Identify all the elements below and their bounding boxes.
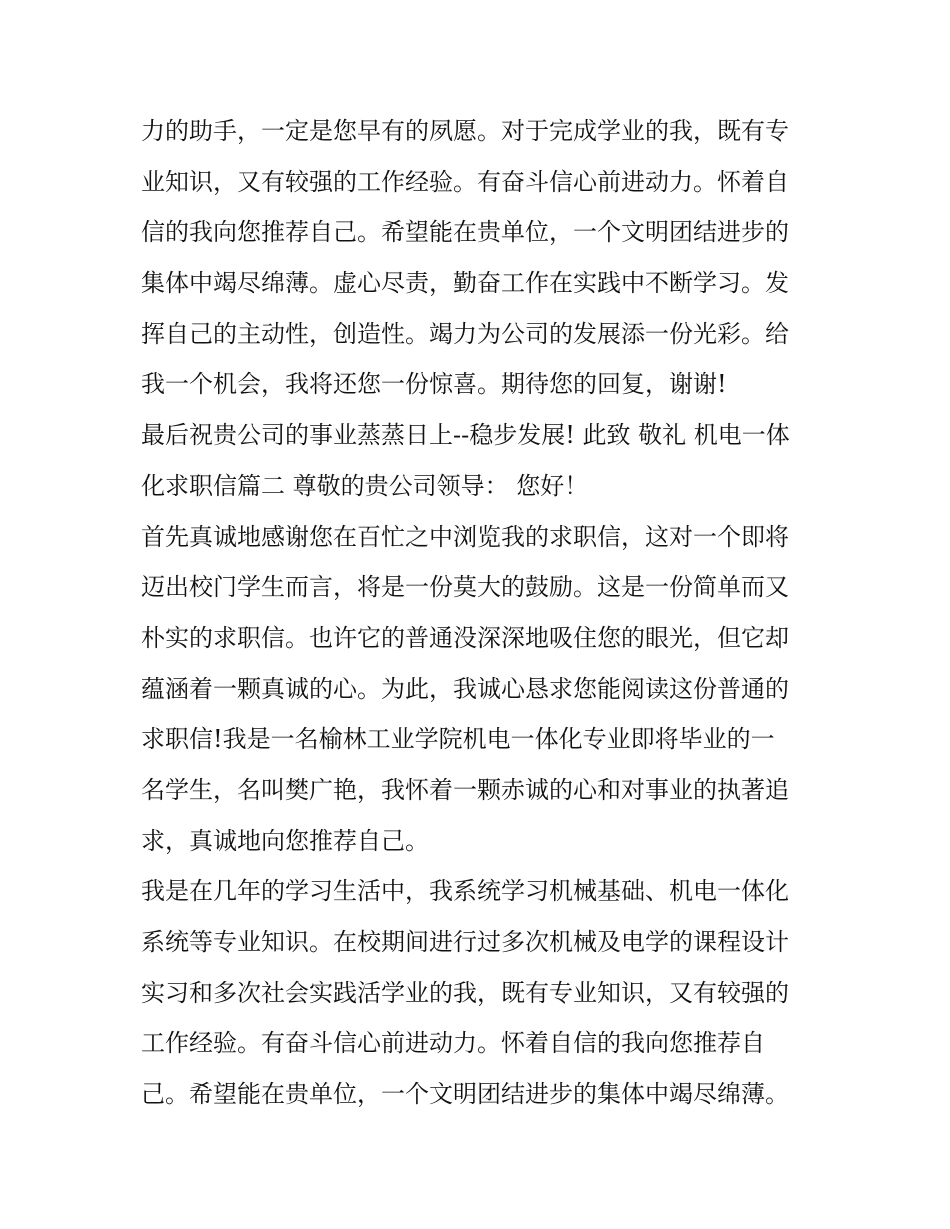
text-line: 集体中竭尽绵薄。虚心尽责，勤奋工作在实践中不断学习。发 bbox=[141, 269, 789, 298]
text-line: 朴实的求职信。也许它的普通没深深地吸住您的眼光，但它却 bbox=[141, 623, 789, 652]
text-line: 我是在几年的学习生活中，我系统学习机械基础、机电一体化 bbox=[141, 877, 789, 906]
text-line: 我一个机会，我将还您一份惊喜。期待您的回复，谢谢! bbox=[141, 370, 727, 399]
text-line: 业知识，又有较强的工作经验。有奋斗信心前进动力。怀着自 bbox=[141, 167, 789, 196]
text-line: 求，真诚地向您推荐自己。 bbox=[141, 826, 429, 855]
text-line: 信的我向您推荐自己。希望能在贵单位，一个文明团结进步的 bbox=[141, 218, 789, 247]
document-body bbox=[141, 106, 821, 1120]
text-line: 首先真诚地感谢您在百忙之中浏览我的求职信，这对一个即将 bbox=[141, 522, 789, 551]
text-line: 名学生，名叫樊广艳，我怀着一颗赤诚的心和对事业的执著追 bbox=[141, 775, 789, 804]
text-line: 迈出校门学生而言，将是一份莫大的鼓励。这是一份简单而又 bbox=[141, 573, 789, 602]
text-line: 挥自己的主动性，创造性。竭力为公司的发展添一份光彩。给 bbox=[141, 319, 789, 348]
text-line: 求职信!我是一名榆林工业学院机电一体化专业即将毕业的一 bbox=[141, 725, 775, 754]
text-line: 工作经验。有奋斗信心前进动力。怀着自信的我向您推荐自 bbox=[141, 1029, 765, 1058]
text-line: 实习和多次社会实践活学业的我，既有专业知识，又有较强的 bbox=[141, 978, 789, 1007]
text-line: 系统等专业知识。在校期间进行过多次机械及电学的课程设计 bbox=[141, 928, 789, 956]
text-line: 力的助手，一定是您早有的夙愿。对于完成学业的我，既有专 bbox=[141, 117, 789, 145]
text-line: 己。希望能在贵单位，一个文明团结进步的集体中竭尽绵薄。 bbox=[141, 1080, 789, 1109]
text-line: 最后祝贵公司的事业蒸蒸日上--稳步发展! 此致 敬礼 机电一体 bbox=[141, 421, 790, 450]
text-line: 化求职信篇二 尊敬的贵公司领导： 您好！ bbox=[141, 471, 589, 500]
text-line: 蕴涵着一颗真诚的心。为此，我诚心恳求您能阅读这份普通的 bbox=[141, 674, 789, 703]
